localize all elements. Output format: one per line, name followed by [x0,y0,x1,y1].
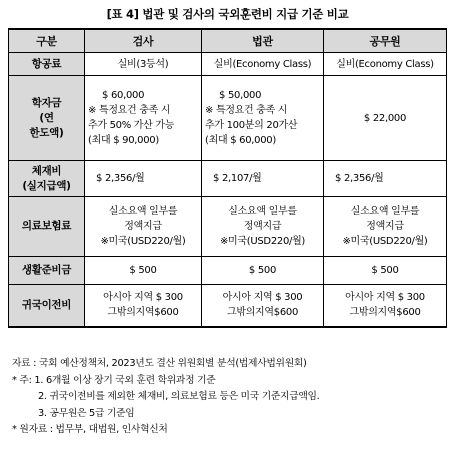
cell-judge-living: $ 2,107/월 [202,161,324,197]
row-label-tuition: 학자금 (연 한도액) [9,76,85,161]
cell-judge-preparation: $ 500 [202,257,324,285]
source-note: 자료 : 국회 예산정책처, 2023년도 결산 위원회별 분석(법제사법위원회) [12,358,307,369]
table-row [9,161,447,197]
cell-judge-relocation: 아시아 지역 $ 300 그밖의지역$600 [202,285,324,327]
table-row [9,197,447,257]
header-row [9,29,447,53]
table-notes [12,356,448,439]
header-civil-servant: 공무원 [324,29,447,53]
table-title: [표 4] 법관 및 검사의 국외훈련비 지급 기준 비교 [106,7,349,21]
row-label-insurance: 의료보험료 [9,197,85,257]
cell-judge-insurance: 실소요액 일부를 정액지급 ※미국(USD220/월) [202,197,324,257]
cell-prosecutor-relocation: 아시아 지역 $ 300 그밖의지역$600 [85,285,202,327]
row-label-preparation: 생활준비금 [9,257,85,285]
table-row [9,257,447,285]
cell-civil-relocation: 아시아 지역 $ 300 그밖의지역$600 [324,285,447,327]
cell-prosecutor-tuition: $ 60,000 ※ 특정요건 충족 시 추가 50% 가산 가능 (최대 $ 90,000) [85,76,202,161]
cell-civil-tuition: $ 22,000 [324,76,447,161]
footnote-3: 3. 공무원은 5급 기준임 [38,407,135,419]
row-label-airfare: 항공료 [9,53,85,76]
footnote-2: 2. 귀국이전비를 제외한 체재비, 의료보험료 등은 미국 기준지급액임. [38,391,320,402]
header-judge: 법관 [202,29,324,53]
cell-civil-preparation: $ 500 [324,257,447,285]
cell-civil-insurance: 실소요액 일부를 정액지급 ※미국(USD220/월) [324,197,447,257]
table-row [9,76,447,161]
cell-civil-living: $ 2,356/월 [324,161,447,197]
cell-civil-airfare: 실비(Economy Class) [324,53,447,76]
cell-judge-tuition: $ 50,000 ※ 특정요건 충족 시 추가 100분의 20가산 (최대 $ 60,000) [202,76,324,161]
row-label-relocation: 귀국이전비 [9,285,85,327]
cell-prosecutor-insurance: 실소요액 일부를 정액지급 ※미국(USD220/월) [85,197,202,257]
cell-prosecutor-living: $ 2,356/월 [85,161,202,197]
header-category: 구분 [9,29,85,53]
cell-prosecutor-airfare: 실비(3등석) [85,53,202,76]
header-prosecutor: 검사 [85,29,202,53]
cell-prosecutor-preparation: $ 500 [85,257,202,285]
original-source-note: * 원자료 : 법무부, 대법원, 인사혁신처 [12,424,168,435]
footnote-1: * 주: 1. 6개월 이상 장기 국외 훈련 학위과정 기준 [12,374,216,386]
table-row [9,53,447,76]
row-label-living: 체재비 (실지급액) [9,161,85,197]
comparison-table [8,28,447,328]
table-row [9,285,447,327]
cell-judge-airfare: 실비(Economy Class) [202,53,324,76]
